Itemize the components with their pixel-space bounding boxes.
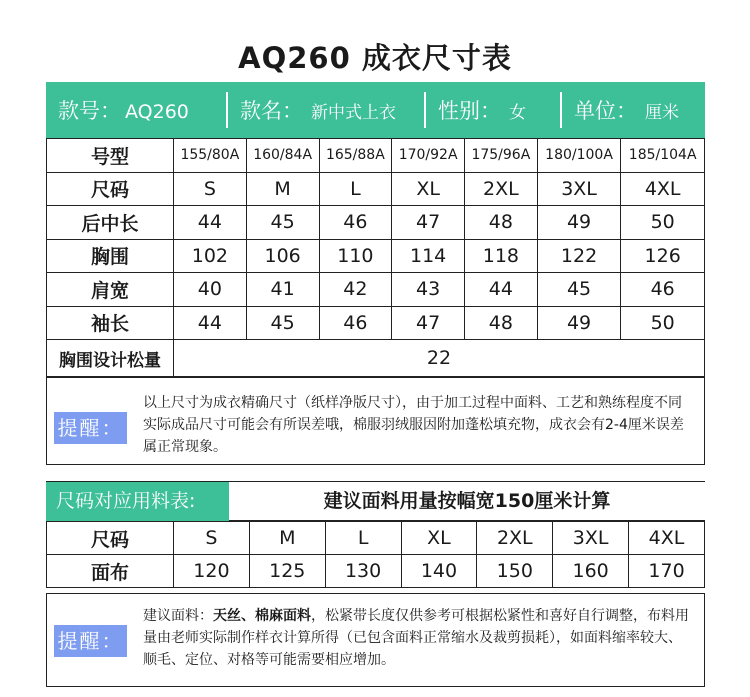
size-cell: 2XL xyxy=(477,522,553,555)
usage-cell: 140 xyxy=(401,555,477,588)
size-cell: 160/84A xyxy=(246,139,319,173)
measure-cell: 49 xyxy=(537,206,621,240)
fabric-suggestion-prefix: 建议面料： xyxy=(143,608,213,624)
size-cell: 165/88A xyxy=(319,139,392,173)
measure-cell: 102 xyxy=(174,239,247,273)
measure-cell: 126 xyxy=(621,239,705,273)
measure-cell: 46 xyxy=(319,306,392,340)
size-cell: 3XL xyxy=(553,522,629,555)
measure-cell: 114 xyxy=(392,239,465,273)
table-row xyxy=(47,340,705,377)
table-row xyxy=(47,239,705,273)
size-cell: 3XL xyxy=(537,172,621,206)
unit-label: 单位： xyxy=(574,99,637,123)
size-cell: M xyxy=(246,172,319,206)
page-title: AQ260 成衣尺寸表 xyxy=(238,41,512,75)
reminder-note-1 xyxy=(46,377,705,465)
fabric-usage-table xyxy=(46,521,705,588)
size-cell: 4XL xyxy=(621,172,705,206)
usage-cell: 150 xyxy=(477,555,553,588)
size-cell: 170/92A xyxy=(392,139,465,173)
fabric-usage-badge: 尺码对应用料表: xyxy=(46,482,229,521)
usage-cell: 170 xyxy=(629,555,705,588)
table-row xyxy=(47,273,705,307)
measure-cell: 48 xyxy=(465,206,538,240)
fabric-suggestion-bold: 天丝、棉麻面料 xyxy=(213,608,311,624)
size-cell: 180/100A xyxy=(537,139,621,173)
measure-cell: 41 xyxy=(246,273,319,307)
fabric-usage-header xyxy=(46,481,705,521)
measure-cell: 45 xyxy=(246,306,319,340)
measure-cell: 42 xyxy=(319,273,392,307)
measure-cell: 47 xyxy=(392,206,465,240)
ease-value: 22 xyxy=(174,340,705,377)
reminder-badge: 提醒： xyxy=(54,412,127,444)
size-cell: M xyxy=(249,522,325,555)
measure-cell: 118 xyxy=(465,239,538,273)
usage-cell: 120 xyxy=(174,555,250,588)
size-cell: XL xyxy=(401,522,477,555)
measure-cell: 47 xyxy=(392,306,465,340)
reminder-badge: 提醒： xyxy=(54,625,127,657)
size-cell: 4XL xyxy=(629,522,705,555)
table-row xyxy=(47,522,705,555)
measure-cell: 106 xyxy=(246,239,319,273)
usage-cell: 130 xyxy=(325,555,401,588)
fabric-suggestion-rest: ，松紧带长度仅供参考可根据松紧性和喜好自行调整，布料用量由老师实际制作样衣计算所得（已包含面料正常缩水及裁剪损耗），如面料缩率较大、顺毛、定位、对格等可能需要相应增加。 xyxy=(143,608,689,668)
size-cell: S xyxy=(174,522,250,555)
gender xyxy=(426,95,560,125)
style-name xyxy=(228,95,424,125)
reminder-text xyxy=(143,605,694,671)
ease-label: 胸围设计松量 xyxy=(47,340,174,377)
size-cell: 175/96A xyxy=(465,139,538,173)
row-label: 后中长 xyxy=(47,206,174,240)
style-number-value: AQ260 xyxy=(125,101,189,123)
size-cell: XL xyxy=(392,172,465,206)
size-cell: L xyxy=(319,172,392,206)
measure-cell: 46 xyxy=(319,206,392,240)
measure-cell: 110 xyxy=(319,239,392,273)
table-row xyxy=(47,306,705,340)
measure-cell: 44 xyxy=(465,273,538,307)
style-name-value: 新中式上衣 xyxy=(311,103,396,123)
gender-label: 性别： xyxy=(438,99,501,123)
measure-cell: 45 xyxy=(246,206,319,240)
row-label: 尺码 xyxy=(47,522,174,555)
measure-cell: 50 xyxy=(621,206,705,240)
style-number-label: 款号： xyxy=(58,99,121,123)
style-number xyxy=(46,95,226,125)
row-label: 尺码 xyxy=(47,172,174,206)
unit-value: 厘米 xyxy=(645,103,679,123)
reminder-note-2 xyxy=(46,593,705,687)
measure-cell: 46 xyxy=(621,273,705,307)
reminder-text: 以上尺寸为成衣精确尺寸（纸样净版尺寸），由于加工过程中面料、工艺和熟练程度不同实际成品尺寸可能会有所误差哦，棉服羽绒服因附加蓬松填充物，成衣会有2-4厘米误差属正常现象。 xyxy=(143,395,684,455)
row-label: 号型 xyxy=(47,139,174,173)
usage-cell: 125 xyxy=(249,555,325,588)
product-info-bar xyxy=(46,82,705,138)
size-cell: L xyxy=(325,522,401,555)
gender-value: 女 xyxy=(509,103,526,123)
size-cell: 155/80A xyxy=(174,139,247,173)
measure-cell: 50 xyxy=(621,306,705,340)
unit xyxy=(562,95,705,125)
measure-cell: 122 xyxy=(537,239,621,273)
measure-cell: 48 xyxy=(465,306,538,340)
measure-cell: 44 xyxy=(174,306,247,340)
measure-cell: 49 xyxy=(537,306,621,340)
table-row xyxy=(47,206,705,240)
row-label: 肩宽 xyxy=(47,273,174,307)
measure-cell: 43 xyxy=(392,273,465,307)
row-label: 胸围 xyxy=(47,239,174,273)
measure-cell: 40 xyxy=(174,273,247,307)
fabric-usage-recommendation: 建议面料用量按幅宽150厘米计算 xyxy=(323,490,611,512)
table-row xyxy=(47,555,705,588)
size-cell: S xyxy=(174,172,247,206)
size-table xyxy=(46,138,705,377)
row-label: 袖长 xyxy=(47,306,174,340)
row-label: 面布 xyxy=(47,555,174,588)
measure-cell: 44 xyxy=(174,206,247,240)
style-name-label: 款名： xyxy=(240,99,303,123)
table-row xyxy=(47,139,705,173)
measure-cell: 45 xyxy=(537,273,621,307)
usage-cell: 160 xyxy=(553,555,629,588)
size-cell: 185/104A xyxy=(621,139,705,173)
table-row xyxy=(47,172,705,206)
size-cell: 2XL xyxy=(465,172,538,206)
